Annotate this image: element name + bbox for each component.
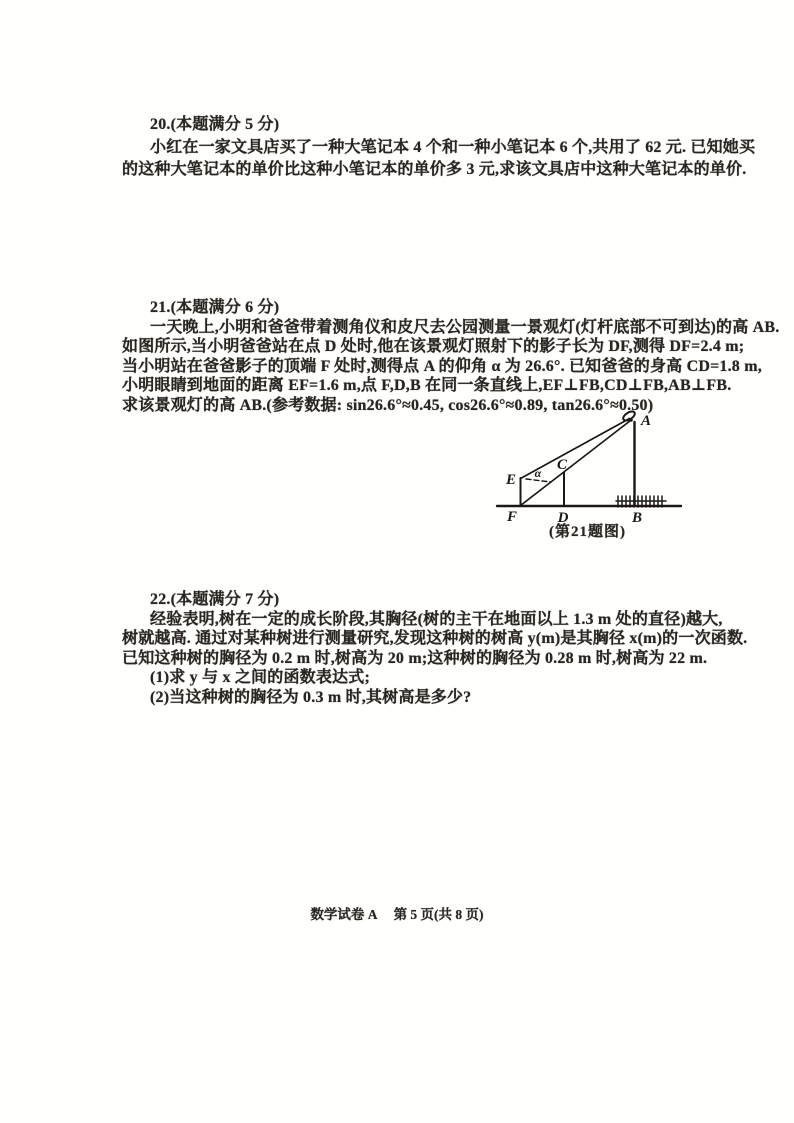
question-21-line: 一天晚上,小明和爸爸带着测角仪和皮尺去公园测量一景观灯(灯杆底部不可到达)的高 AB. [150, 318, 780, 336]
question-22-line: 树就越高. 通过对某种树进行测量研究,发现这种树的树高 y(m)是其胸径 x(m)的一次函数. [122, 630, 748, 648]
question-21-figure [485, 400, 695, 535]
question-21-heading: 21.(本题满分 6 分) [150, 299, 280, 316]
question-21 [122, 298, 780, 416]
angle-alpha-label: α [534, 466, 542, 480]
question-20-line: 小红在一家文具店买了一种大笔记本 4 个和一种小笔记本 6 个,共用了 62 元. 已知她买 [150, 138, 756, 156]
question-22-heading: 22.(本题满分 7 分) [150, 591, 280, 608]
point-label-D: D [557, 510, 569, 526]
question-22-line: 经验表明,树在一定的成长阶段,其胸径(树的主干在地面以上 1.3 m 处的直径)越大, [150, 610, 723, 628]
point-label-B: B [631, 510, 643, 526]
question-21-line: 当小明站在爸爸影子的顶端 F 处时,测得点 A 的仰角 α 为 26.6°. 已知爸爸的身高 CD=1.8 m, [122, 357, 762, 375]
question-21-line: 求该景观灯的高 AB.(参考数据: sin26.6°≈0.45, cos26.6°≈0.89, tan26.6°≈0.50) [122, 396, 654, 414]
question-21-line: 如图所示,当小明爸爸站在点 D 处时,他在该景观灯照射下的影子长为 DF,测得 DF=2.4 m; [122, 338, 745, 356]
figure-caption: (第21题图) [549, 524, 626, 540]
point-label-E: E [505, 472, 516, 488]
question-22-subquestion-1: (1)求 y 与 x 之间的函数表达式; [150, 669, 370, 687]
question-22 [122, 590, 748, 708]
footer-booklet-label: 数学试卷 A [310, 907, 378, 922]
shadow-line-FA [521, 421, 631, 506]
question-20-heading: 20.(本题满分 5 分) [150, 116, 280, 133]
lamp-head [622, 410, 637, 423]
question-22-line: 已知这种树的胸径为 0.2 m 时,树高为 20 m;这种树的胸径为 0.28 m 时,树高为 22 m. [122, 649, 708, 667]
question-20 [122, 114, 756, 182]
point-label-A: A [641, 413, 652, 429]
footer-page-number: 第 5 页(共 8 页) [393, 907, 484, 922]
question-21-line: 小明眼睛到地面的距离 EF=1.6 m,点 F,D,B 在同一条直线上,EF⊥FB,CD⊥FB,AB⊥FB. [122, 377, 732, 395]
question-20-line: 的这种大笔记本的单价比这种小笔记本的单价多 3 元,求该文具店中这种大笔记本的单价. [122, 161, 747, 178]
point-label-F: F [506, 509, 518, 525]
question-22-subquestion-2: (2)当这种树的胸径为 0.3 m 时,其树高是多少? [150, 688, 472, 706]
point-label-C: C [556, 457, 568, 473]
page-footer [0, 903, 794, 923]
